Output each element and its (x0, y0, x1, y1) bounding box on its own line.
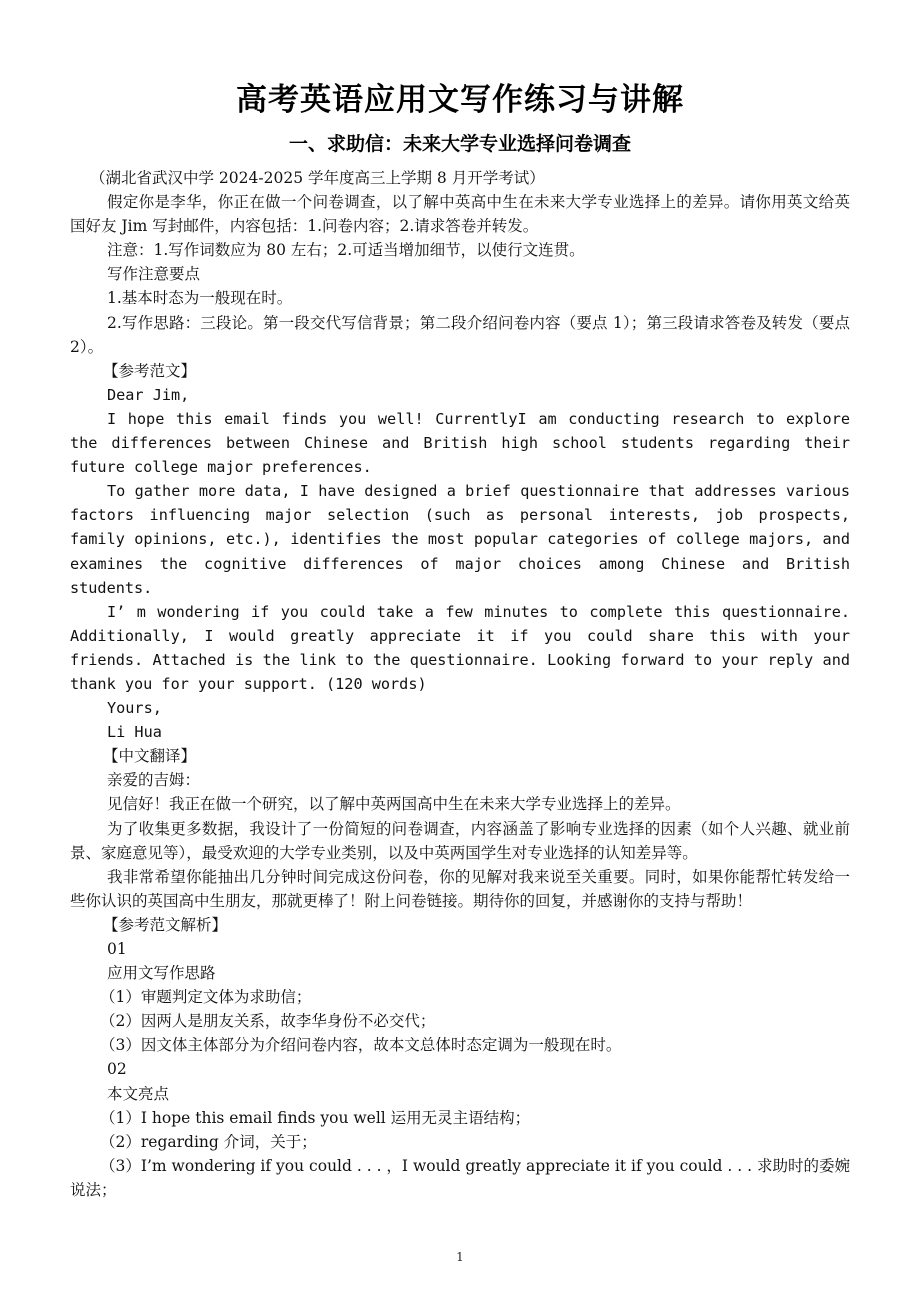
analysis-item: （1）审题判定文体为求助信； (100, 988, 312, 1007)
translation-paragraph: 为了收集更多数据，我设计了一份简短的问卷调查，内容涵盖了影响专业选择的因素（如个人兴趣、就业前景、家庭意见等），最受欢迎的大学专业类别，以及中英两国学生对专业选择的认知差异等。 (70, 819, 850, 862)
translation-heading: 【中文翻译】 (103, 747, 197, 766)
section-title: 一、求助信：未来大学专业选择问卷调查 (288, 133, 631, 155)
writing-notes: 注意：1.写作词数应为 80 左右；2.可适当增加细节，以使行文连贯。 (107, 241, 585, 260)
letter-signature: Li Hua (107, 723, 162, 742)
page-number: 1 (456, 1250, 464, 1264)
letter-paragraph: I hope this email finds you well! CurrentlyI am conducting research to explore the differences between Chinese and British high school students regarding their future college major preferences. (70, 409, 850, 477)
analysis-item: （3）因文体主体部分为介绍问卷内容，故本文总体时态定调为一般现在时。 (100, 1036, 622, 1055)
translation-paragraph: 见信好！我正在做一个研究，以了解中英两国高中生在未来大学专业选择上的差异。 (107, 795, 681, 814)
analysis-item: （2）regarding 介词，关于； (100, 1132, 317, 1151)
translation-salutation: 亲爱的吉姆： (107, 771, 201, 790)
translation-paragraph: 我非常希望你能抽出几分钟时间完成这份问卷，你的见解对我来说至关重要。同时，如果你能帮忙转发给一些你认识的英国高中生朋友，那就更棒了！附上问卷链接。期待你的回复，并感谢你的支持与帮助！ (70, 867, 850, 910)
exam-source: （湖北省武汉中学 2024-2025 学年度高三上学期 8 月开学考试） (90, 169, 545, 187)
writing-prompt: 假定你是李华，你正在做一个问卷调查，以了解中英高中生在未来大学专业选择上的差异。请你用英文给英国好友 Jim 写封邮件，内容包括：1.问卷内容；2.请求答卷并转发。 (70, 193, 850, 236)
sample-heading: 【参考范文】 (103, 361, 197, 380)
key-point-item: 2.写作思路：三段论。第一段交代写信背景；第二段介绍问卷内容（要点 1）；第三段请求答卷及转发（要点 2）。 (70, 313, 850, 356)
analysis-item: （2）因两人是朋友关系，故李华身份不必交代； (100, 1012, 436, 1031)
analysis-item: （3）I’m wondering if you could . . . ，I would greatly appreciate it if you could . . . 求助时的委婉说法； (70, 1156, 850, 1199)
letter-closing: Yours, (107, 699, 162, 718)
document-body (70, 166, 850, 1202)
analysis-item: （1）I hope this email finds you well 运用无灵主语结构； (100, 1108, 531, 1127)
document-title: 高考英语应用文写作练习与讲解 (236, 82, 684, 118)
letter-paragraph: To gather more data, I have designed a brief questionnaire that addresses various factors influencing major selection (such as personal interests, job prospects, family opinions, etc.), identifies the most popular categories of college majors, and examines the cognitive differences of major choices among Chinese and British students. (70, 482, 850, 597)
analysis-heading: 【参考范文解析】 (103, 915, 228, 934)
analysis-section-title: 应用文写作思路 (107, 964, 216, 983)
analysis-section-number: 01 (107, 940, 127, 958)
key-point-item: 1.基本时态为一般现在时。 (107, 289, 293, 308)
key-points-heading: 写作注意要点 (107, 265, 201, 284)
letter-salutation: Dear Jim, (107, 385, 190, 404)
letter-paragraph: I’ m wondering if you could take a few minutes to complete this questionnaire. Additionally, I would greatly appreciate it if you could share this with your friends. Attached is the link to the questionnaire. Looking forward to your reply and thank you for your support. (120 words) (70, 602, 850, 693)
analysis-section-number: 02 (107, 1060, 127, 1079)
analysis-section-title: 本文亮点 (107, 1084, 170, 1103)
